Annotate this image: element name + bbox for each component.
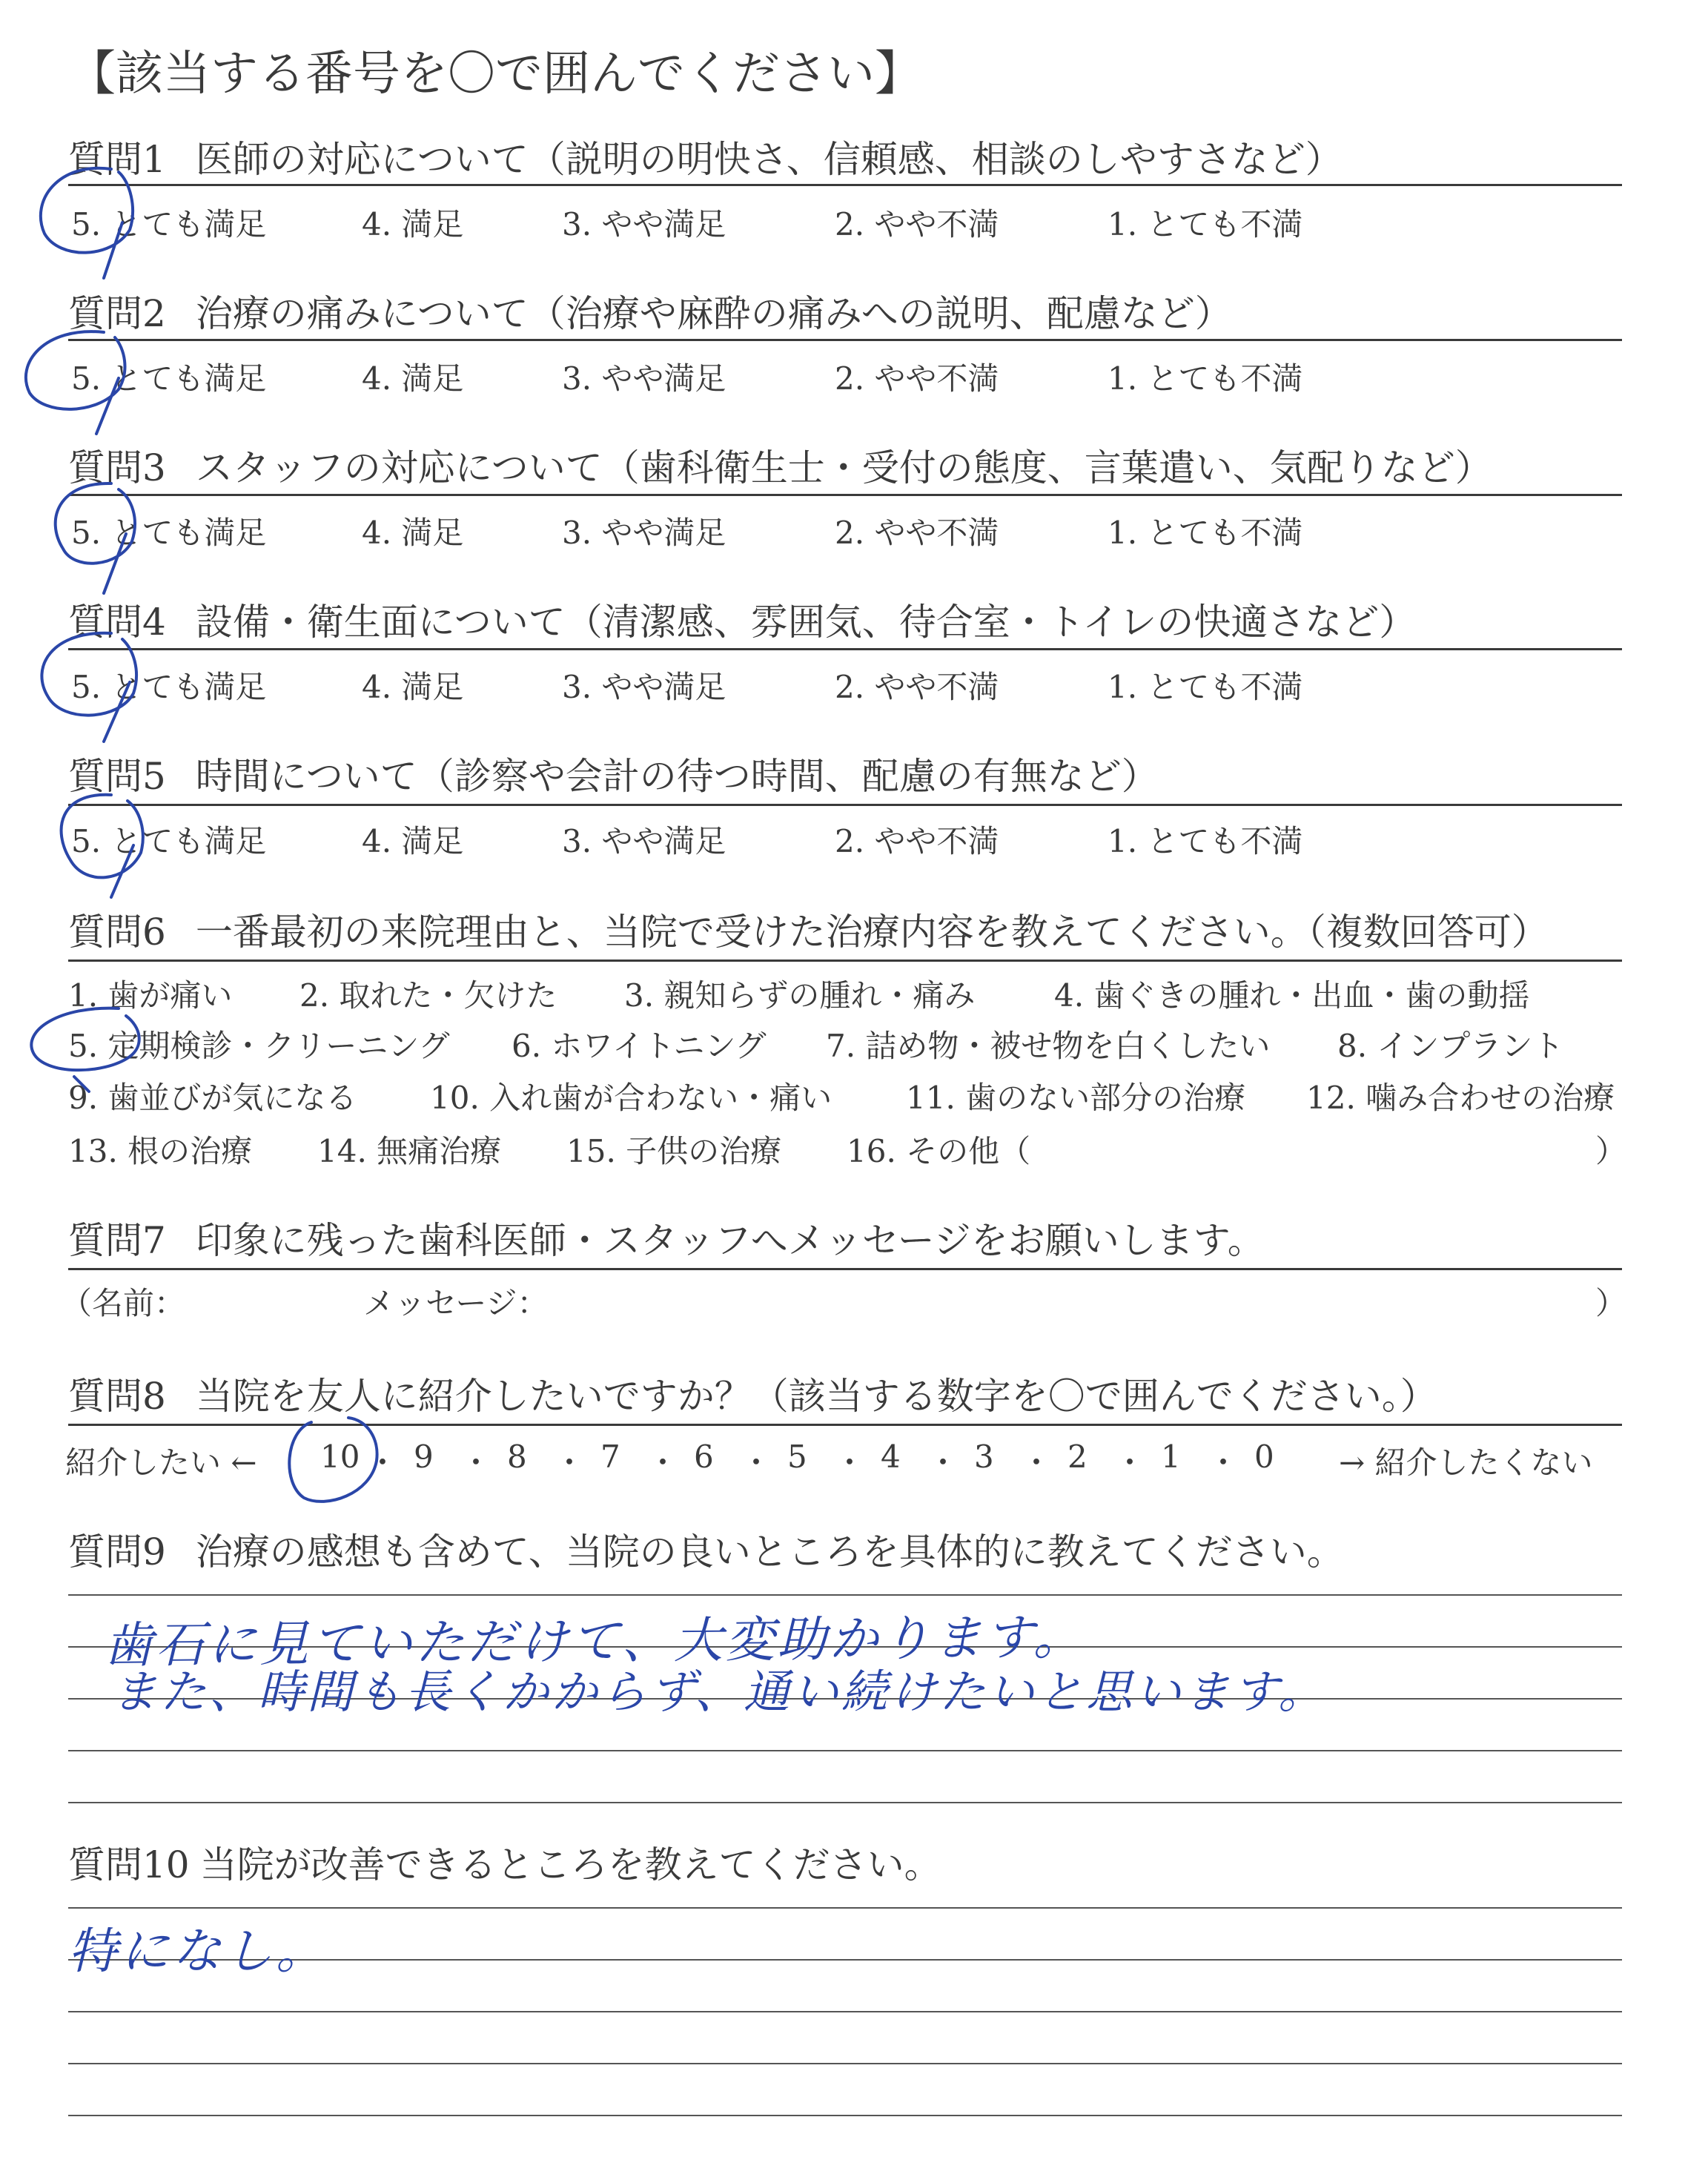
question-text: 一番最初の来院理由と、当院で受けた治療内容を教えてください。（複数回答可） <box>195 911 1549 954</box>
q6-option[interactable]: 3. 親知らずの腫れ・痛み <box>624 977 976 1014</box>
scale-value-10[interactable]: 10 <box>320 1439 360 1475</box>
question-number: 質問6 <box>68 911 166 954</box>
option-3[interactable]: 3. やや満足 <box>562 823 726 859</box>
question-number: 質問4 <box>68 601 166 644</box>
option-5[interactable]: 5. とても満足 <box>71 823 267 859</box>
q6-option[interactable]: 5. 定期検診・クリーニング <box>68 1028 450 1064</box>
divider <box>68 494 1622 496</box>
question-text: 時間について（診察や会計の待つ時間、配慮の有無など） <box>195 755 1159 798</box>
question-number: 質問2 <box>68 292 166 335</box>
scale-value-2[interactable]: 2 <box>1068 1439 1088 1475</box>
question-text: 設備・衛生面について（清潔感、雰囲気、待合室・トイレの快適さなど） <box>195 601 1417 644</box>
question-text: 印象に残った歯科医師・スタッフへメッセージをお願いします。 <box>195 1219 1265 1262</box>
question-number: 質問3 <box>68 446 166 489</box>
q6-option[interactable]: 4. 歯ぐきの腫れ・出血・歯の動揺 <box>1054 977 1530 1014</box>
option-1[interactable]: 1. とても不満 <box>1108 515 1303 551</box>
option-2[interactable]: 2. やや不満 <box>835 823 999 859</box>
scale-separator: ・ <box>834 1444 866 1481</box>
answer-line <box>68 1594 1622 1596</box>
q6-option[interactable]: 6. ホワイトニング <box>512 1028 767 1064</box>
divider <box>68 1268 1622 1270</box>
option-2[interactable]: 2. やや不満 <box>835 515 999 551</box>
question-6 <box>68 911 1622 954</box>
option-1[interactable]: 1. とても不満 <box>1108 823 1303 859</box>
option-3[interactable]: 3. やや満足 <box>562 669 726 705</box>
close-paren: ） <box>1595 1285 1627 1321</box>
question-2 <box>68 292 1622 335</box>
question-number: 質問9 <box>68 1530 166 1573</box>
question-text: スタッフの対応について（歯科衛生士・受付の態度、言葉遣い、気配りなど） <box>195 446 1492 489</box>
q6-option[interactable]: 13. 根の治療 <box>68 1133 253 1169</box>
q6-option[interactable]: 7. 詰め物・被せ物を白くしたい <box>826 1028 1271 1064</box>
q6-option[interactable]: 1. 歯が痛い <box>68 977 233 1014</box>
question-5 <box>68 755 1622 798</box>
option-4[interactable]: 4. 満足 <box>362 206 464 242</box>
divider <box>68 184 1622 186</box>
option-1[interactable]: 1. とても不満 <box>1108 360 1303 397</box>
scale-value-7[interactable]: 7 <box>600 1439 620 1475</box>
question-8 <box>68 1375 1622 1418</box>
message-label: メッセージ： <box>363 1285 549 1321</box>
question-number: 質問5 <box>68 755 166 798</box>
answer-line <box>68 1750 1622 1751</box>
option-1[interactable]: 1. とても不満 <box>1108 669 1303 705</box>
option-1[interactable]: 1. とても不満 <box>1108 206 1303 242</box>
question-number: 質問10 <box>68 1843 190 1886</box>
answer-line <box>68 1802 1622 1803</box>
scale-separator: ・ <box>1114 1444 1146 1481</box>
scale-separator: ・ <box>1208 1444 1239 1481</box>
scale-value-9[interactable]: 9 <box>414 1439 434 1475</box>
q6-option[interactable]: 12. 噛み合わせの治療 <box>1306 1080 1615 1116</box>
question-9 <box>68 1530 1622 1573</box>
close-paren: ） <box>1595 1133 1627 1169</box>
divider <box>68 960 1622 962</box>
divider <box>68 804 1622 806</box>
option-5[interactable]: 5. とても満足 <box>71 669 267 705</box>
question-text: 治療の痛みについて（治療や麻酔の痛みへの説明、配慮など） <box>195 292 1232 335</box>
q6-option[interactable]: 15. 子供の治療 <box>566 1133 782 1169</box>
scale-left-label: 紹介したい ← <box>65 1444 257 1481</box>
handwritten-answer-line-1[interactable]: 歯石に見ていただけて、大変助かります。 <box>103 1608 1085 1674</box>
option-2[interactable]: 2. やや不満 <box>835 669 999 705</box>
handwritten-answer-line-1[interactable]: 特になし。 <box>68 1923 328 1980</box>
scale-separator: ・ <box>460 1444 492 1481</box>
scale-separator: ・ <box>1021 1444 1053 1481</box>
question-7 <box>68 1219 1622 1262</box>
q6-option[interactable]: 9. 歯並びが気になる <box>68 1080 357 1116</box>
scale-right-label: → 紹介したくない <box>1339 1444 1593 1481</box>
scale-separator: ・ <box>741 1444 772 1481</box>
scale-value-1[interactable]: 1 <box>1161 1439 1181 1475</box>
option-3[interactable]: 3. やや満足 <box>562 515 726 551</box>
scale-value-8[interactable]: 8 <box>507 1439 527 1475</box>
divider <box>68 1424 1622 1426</box>
question-4 <box>68 601 1622 644</box>
option-4[interactable]: 4. 満足 <box>362 669 464 705</box>
option-4[interactable]: 4. 満足 <box>362 823 464 859</box>
option-5[interactable]: 5. とても満足 <box>71 206 267 242</box>
q6-option-other[interactable]: 16. その他（ <box>847 1133 1031 1169</box>
divider <box>68 339 1622 341</box>
scale-value-6[interactable]: 6 <box>694 1439 714 1475</box>
option-2[interactable]: 2. やや不満 <box>835 206 999 242</box>
divider <box>68 648 1622 650</box>
option-2[interactable]: 2. やや不満 <box>835 360 999 397</box>
option-3[interactable]: 3. やや満足 <box>562 360 726 397</box>
q6-option[interactable]: 14. 無痛治療 <box>317 1133 502 1169</box>
question-10 <box>68 1843 1622 1886</box>
q6-option[interactable]: 2. 取れた・欠けた <box>299 977 557 1014</box>
scale-separator: ・ <box>554 1444 586 1481</box>
question-text: 医師の対応について（説明の明快さ、信頼感、相談のしやすさなど） <box>195 138 1343 181</box>
handwritten-answer-line-2[interactable]: また、時間も長くかからず、通い続けたいと思います。 <box>111 1665 1328 1719</box>
scale-separator: ・ <box>927 1444 959 1481</box>
scale-value-0[interactable]: 0 <box>1254 1439 1274 1475</box>
option-3[interactable]: 3. やや満足 <box>562 206 726 242</box>
q6-option[interactable]: 10. 入れ歯が合わない・痛い <box>430 1080 833 1116</box>
question-number: 質問1 <box>68 138 166 181</box>
question-number: 質問8 <box>68 1375 166 1418</box>
question-text: 当院を友人に紹介したいですか？（該当する数字を〇で囲んでください。） <box>195 1375 1437 1418</box>
option-4[interactable]: 4. 満足 <box>362 360 464 397</box>
option-5[interactable]: 5. とても満足 <box>71 360 267 397</box>
answer-line <box>68 1907 1622 1909</box>
option-4[interactable]: 4. 満足 <box>362 515 464 551</box>
question-number: 質問7 <box>68 1219 166 1262</box>
q6-option[interactable]: 11. 歯のない部分の治療 <box>906 1080 1246 1116</box>
answer-line <box>68 2063 1622 2064</box>
scale-value-5[interactable]: 5 <box>787 1439 807 1475</box>
page-title: 【該当する番号を〇で囲んでください】 <box>68 47 922 102</box>
scale-separator: ・ <box>367 1444 399 1481</box>
option-5[interactable]: 5. とても満足 <box>71 515 267 551</box>
answer-line <box>68 2011 1622 2012</box>
name-label: （名前： <box>61 1285 186 1321</box>
question-3 <box>68 446 1622 489</box>
scale-value-4[interactable]: 4 <box>881 1439 901 1475</box>
q6-option[interactable]: 8. インプラント <box>1337 1028 1564 1064</box>
scale-value-3[interactable]: 3 <box>974 1439 994 1475</box>
question-text: 治療の感想も含めて、当院の良いところを具体的に教えてください。 <box>195 1530 1344 1573</box>
answer-line <box>68 2115 1622 2116</box>
scale-separator: ・ <box>647 1444 679 1481</box>
question-1 <box>68 138 1622 181</box>
question-text: 当院が改善できるところを教えてください。 <box>199 1843 941 1886</box>
